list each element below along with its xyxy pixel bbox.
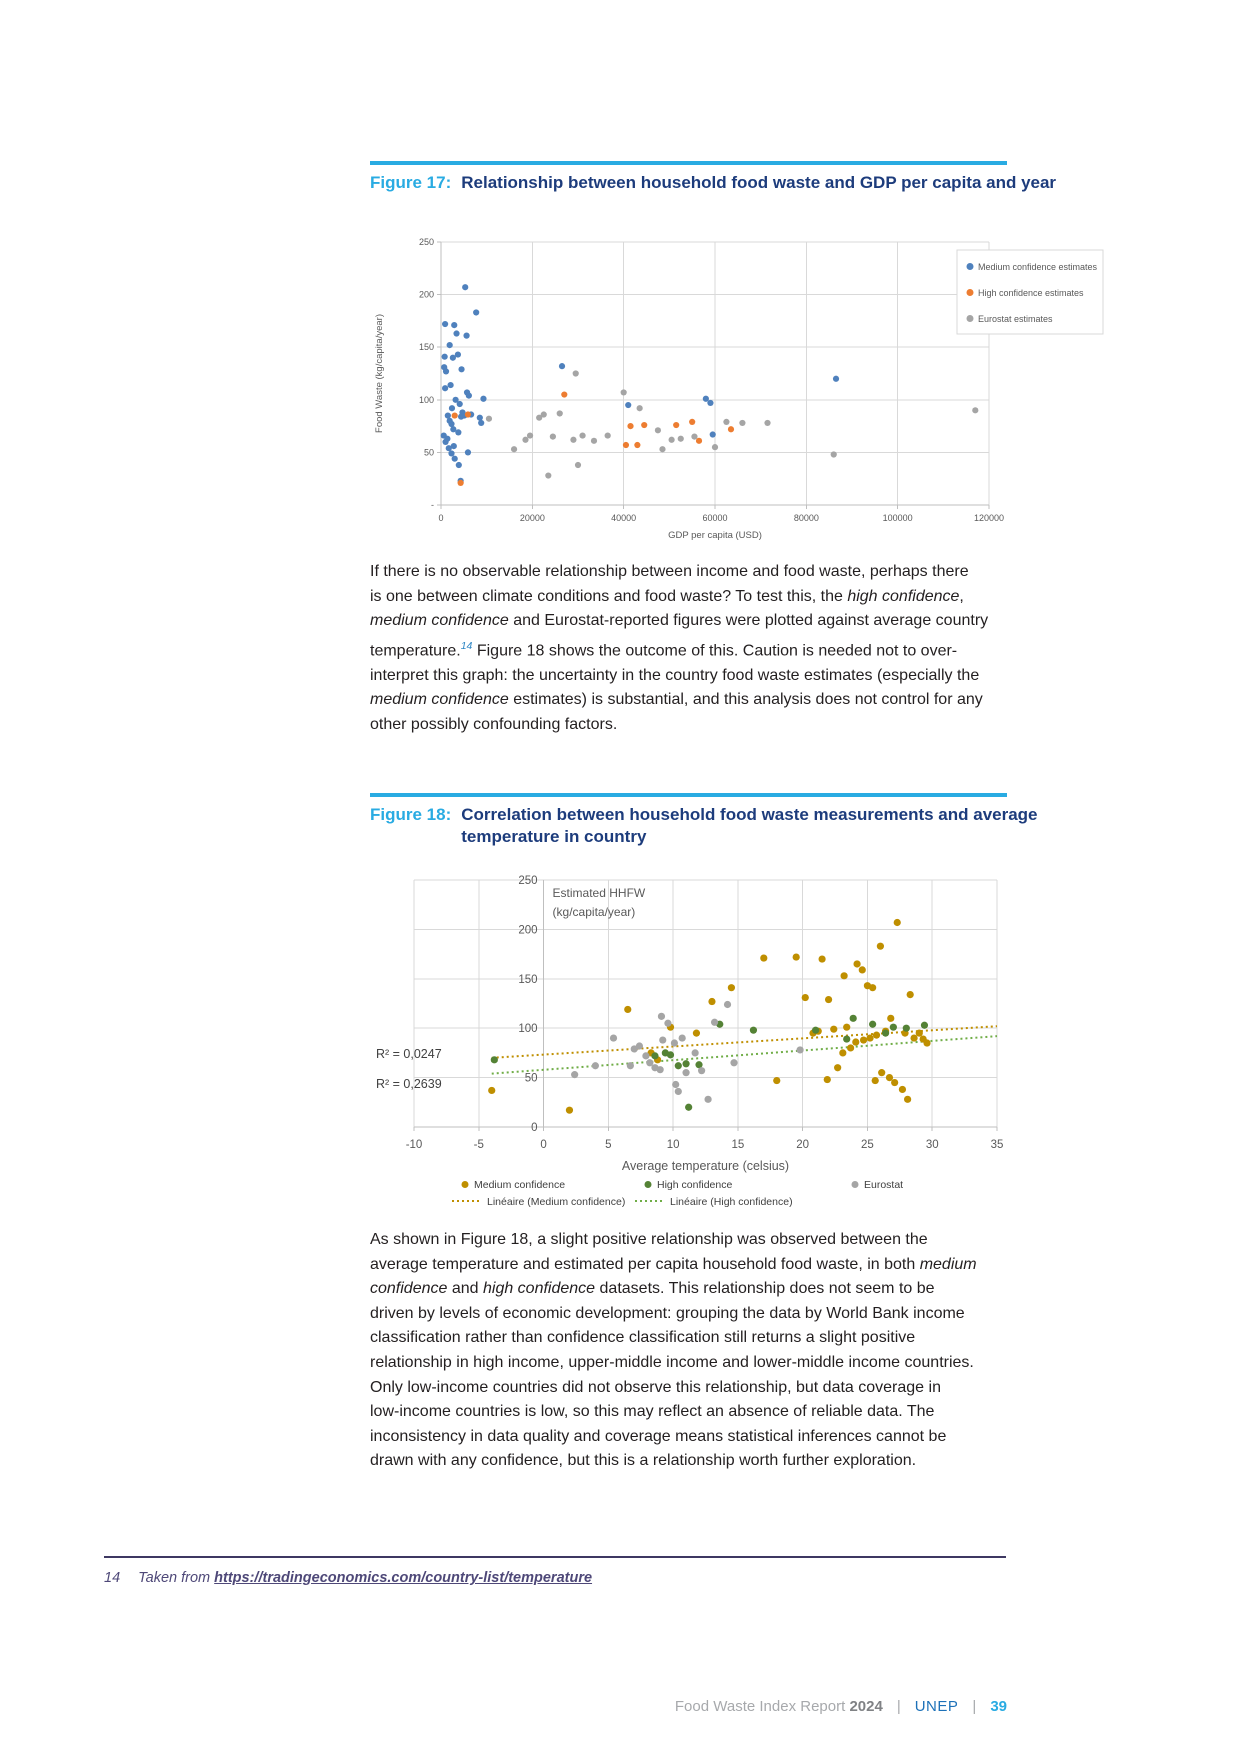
text-run: relationship in high income, upper-middle income and lower-middle income countries. — [370, 1353, 974, 1371]
svg-text:Eurostat: Eurostat — [864, 1179, 904, 1191]
footnote-divider — [104, 1556, 1006, 1558]
footnote-text: Taken from https://tradingeconomics.com/country-list/temperature — [138, 1570, 593, 1586]
r2-annotation: R² = 0,2639 — [376, 1077, 442, 1091]
series-medium-confidence — [488, 919, 931, 1114]
text-run: classification rather than confidence classification still returns a slight positive — [370, 1329, 916, 1347]
text-run: average temperature and estimated per capita household food waste, in both — [370, 1255, 920, 1273]
svg-text:150: 150 — [418, 342, 434, 353]
footnote-link[interactable]: https://tradingeconomics.com/country-list/temperature — [214, 1570, 593, 1586]
text-run: high confidence — [482, 1280, 596, 1298]
figure17-plot — [374, 237, 1004, 541]
text-run: confidence — [370, 1280, 448, 1298]
svg-text:Food Waste (kg/capita/year): Food Waste (kg/capita/year) — [374, 314, 385, 433]
text-run: temperature. — [370, 642, 461, 660]
text-run: 14 — [460, 639, 473, 652]
svg-text:25: 25 — [861, 1139, 874, 1151]
series-medium-confidence-estimates — [441, 284, 839, 484]
figure17-accent-rule — [370, 161, 1007, 165]
figure18-caption — [370, 804, 1038, 848]
svg-text:Medium confidence estimates: Medium confidence estimates — [978, 262, 1098, 272]
svg-text:Eurostat estimates: Eurostat estimates — [978, 314, 1053, 324]
text-run: , — [959, 587, 964, 605]
figure18-scatter-svg — [370, 872, 1025, 1220]
svg-text:120000: 120000 — [973, 513, 1005, 523]
svg-text:200: 200 — [518, 924, 538, 937]
text-run: Figure 18 shows the outcome of this. Caution is needed not to over- — [472, 642, 958, 660]
svg-text:0: 0 — [531, 1122, 538, 1134]
text-run: high confidence — [847, 587, 960, 605]
figure17-chart — [370, 212, 1115, 552]
footer-year: 2024 — [849, 1698, 883, 1715]
footnote — [104, 1570, 592, 1586]
text-run: Only low-income countries did not observe this relationship, but data coverage in — [370, 1378, 941, 1396]
svg-text:20000: 20000 — [519, 513, 545, 523]
svg-text:Average temperature (celsius): Average temperature (celsius) — [621, 1159, 790, 1173]
footer-page-number: 39 — [990, 1698, 1007, 1715]
svg-text:GDP per capita (USD): GDP per capita (USD) — [668, 530, 762, 541]
figure17-caption — [370, 172, 1056, 194]
svg-text:80000: 80000 — [793, 513, 819, 523]
figure17-label: Figure 17: — [370, 173, 452, 192]
svg-text:50: 50 — [524, 1072, 538, 1085]
svg-text:(kg/capita/year): (kg/capita/year) — [552, 905, 636, 919]
paragraph-temperature-relationship — [370, 1228, 1050, 1474]
footnote-number: 14 — [104, 1570, 121, 1586]
figure17-title: Relationship between household food waste and GDP per capita and year — [461, 173, 1057, 192]
figure18-chart — [370, 872, 1025, 1220]
text-run: and Eurostat-reported figures were plotted against average country — [508, 612, 989, 630]
footer-report-title: Food Waste Index Report 2024 — [674, 1698, 883, 1715]
svg-text:40000: 40000 — [611, 513, 637, 523]
text-run: drawn with any confidence, but this is a relationship worth further exploration. — [370, 1452, 917, 1470]
text-run: medium — [919, 1255, 977, 1273]
svg-text:High confidence estimates: High confidence estimates — [978, 288, 1084, 298]
figure18-plot — [376, 875, 1003, 1173]
figure18-label: Figure 18: — [370, 805, 452, 824]
svg-text:60000: 60000 — [702, 513, 728, 523]
svg-text:100: 100 — [418, 394, 434, 405]
r2-annotation: R² = 0,0247 — [376, 1047, 442, 1061]
svg-text:Linéaire (Medium confidence): Linéaire (Medium confidence) — [487, 1196, 626, 1208]
svg-text:Medium confidence: Medium confidence — [474, 1179, 566, 1191]
svg-text:15: 15 — [731, 1139, 745, 1151]
figure18-title-line2: temperature in country — [461, 827, 647, 846]
svg-text:High confidence: High confidence — [657, 1179, 733, 1191]
text-run: medium confidence — [370, 691, 509, 709]
text-run: medium confidence — [370, 612, 509, 630]
figure18-title-line1: Correlation between household food waste measurements and average — [461, 805, 1038, 824]
svg-text:5: 5 — [605, 1139, 612, 1151]
page-footer — [370, 1698, 1007, 1715]
figure18-legend — [452, 1179, 903, 1208]
text-run: low-income countries is low, so this may reflect an absence of reliable data. The — [370, 1403, 935, 1421]
svg-text:50: 50 — [423, 447, 434, 458]
svg-text:200: 200 — [418, 289, 434, 300]
svg-text:Linéaire (High confidence): Linéaire (High confidence) — [670, 1196, 793, 1208]
svg-text:0: 0 — [438, 513, 444, 523]
svg-text:150: 150 — [518, 973, 538, 986]
text-run: datasets. This relationship does not seem to be — [595, 1280, 935, 1298]
text-run: other possibly confounding factors. — [370, 715, 618, 733]
svg-text:10: 10 — [666, 1139, 680, 1151]
svg-text:30: 30 — [925, 1139, 939, 1151]
text-run: If there is no observable relationship between income and food waste, perhaps there — [370, 563, 969, 580]
series-eurostat — [571, 1001, 804, 1103]
svg-text:35: 35 — [990, 1139, 1004, 1151]
figure18-accent-rule — [370, 793, 1007, 797]
svg-text:20: 20 — [796, 1139, 810, 1151]
svg-text:-: - — [431, 500, 434, 510]
footer-separator: | — [896, 1698, 901, 1715]
footer-separator: | — [972, 1698, 977, 1715]
svg-text:Estimated HHFW: Estimated HHFW — [552, 886, 646, 900]
footer-org: UNEP — [914, 1698, 959, 1715]
paragraph-income-foodwaste — [370, 560, 1050, 737]
svg-text:250: 250 — [418, 237, 434, 247]
text-run: inconsistency in data quality and coverage means statistical inferences cannot be — [370, 1427, 947, 1445]
svg-text:250: 250 — [518, 875, 538, 887]
text-run: is one between climate conditions and food waste? To test this, the — [370, 587, 848, 605]
svg-text:0: 0 — [540, 1139, 547, 1151]
svg-text:-10: -10 — [405, 1139, 423, 1151]
figure17-legend — [957, 250, 1103, 334]
text-run: and — [447, 1280, 483, 1298]
figure17-scatter-svg — [370, 212, 1115, 552]
series-eurostat-estimates — [486, 370, 979, 478]
figure18-title — [461, 804, 1037, 848]
text-run: interpret this graph: the uncertainty in the country food waste estimates (especially the — [370, 666, 980, 684]
text-run: estimates) is substantial, and this analysis does not control for any — [508, 691, 983, 709]
svg-text:100000: 100000 — [882, 513, 913, 523]
text-run: As shown in Figure 18, a slight positive relationship was observed between the — [370, 1231, 928, 1248]
text-run: driven by levels of economic development: grouping the data by World Bank income — [370, 1304, 965, 1322]
svg-text:-5: -5 — [473, 1139, 484, 1151]
svg-text:100: 100 — [518, 1023, 538, 1036]
